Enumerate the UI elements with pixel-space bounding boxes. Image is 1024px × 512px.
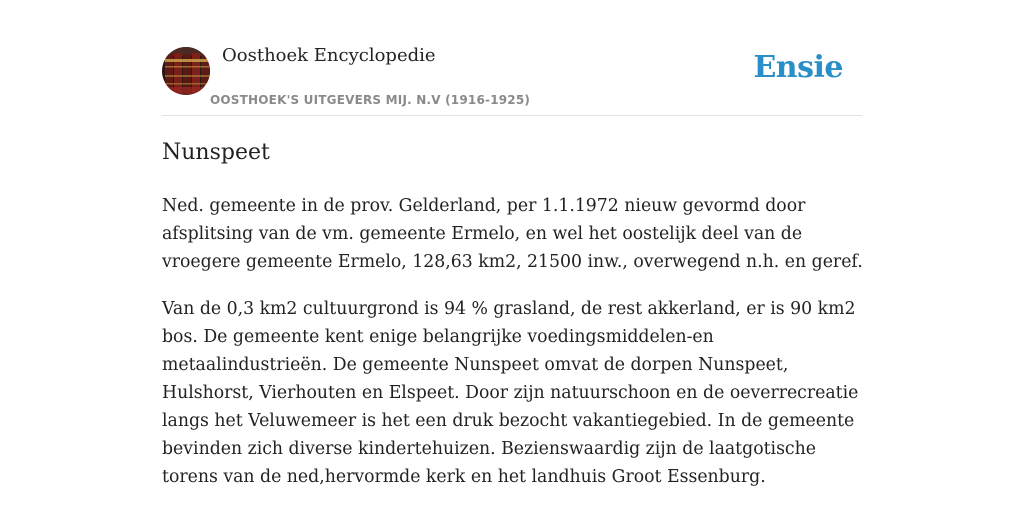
source-name[interactable]: Oosthoek Encyclopedie <box>222 45 436 66</box>
article-title: Nunspeet <box>162 140 270 165</box>
encyclopedia-books-icon <box>162 47 210 95</box>
avatar-image <box>162 47 210 95</box>
ensie-logo[interactable]: Ensie <box>753 50 843 85</box>
article-body <box>162 192 866 510</box>
article-paragraph: Van de 0,3 km2 cultuurgrond is 94 % grasland, de rest akkerland, er is 90 km2 bos. De gemeente kent enige belangrijke voedingsmiddelen-en metaalindustrieën. De gemeente Nunspeet omvat de dorpen Nunspeet, Hulshorst, Vierhouten en Elspeet. Door zijn natuurschoon en de oeverrecreatie langs het Veluwemeer is het een druk bezocht vakantiegebied. In de gemeente bevinden zich diverse kindertehuizen. Bezienswaardig zijn de laatgotische torens van de ned,hervormde kerk en het landhuis Groot Essenburg. <box>162 299 859 487</box>
source-subtitle: OOSTHOEK'S UITGEVERS MIJ. N.V (1916-1925) <box>210 93 531 107</box>
header-divider <box>162 115 862 116</box>
article-paragraph: Ned. gemeente in de prov. Gelderland, per 1.1.1972 nieuw gevormd door afsplitsing van de vm. gemeente Ermelo, en wel het oostelijk deel van de vroegere gemeente Ermelo, 128,63 km2, 21500 inw., overwegend n.h. en geref. <box>162 196 863 272</box>
